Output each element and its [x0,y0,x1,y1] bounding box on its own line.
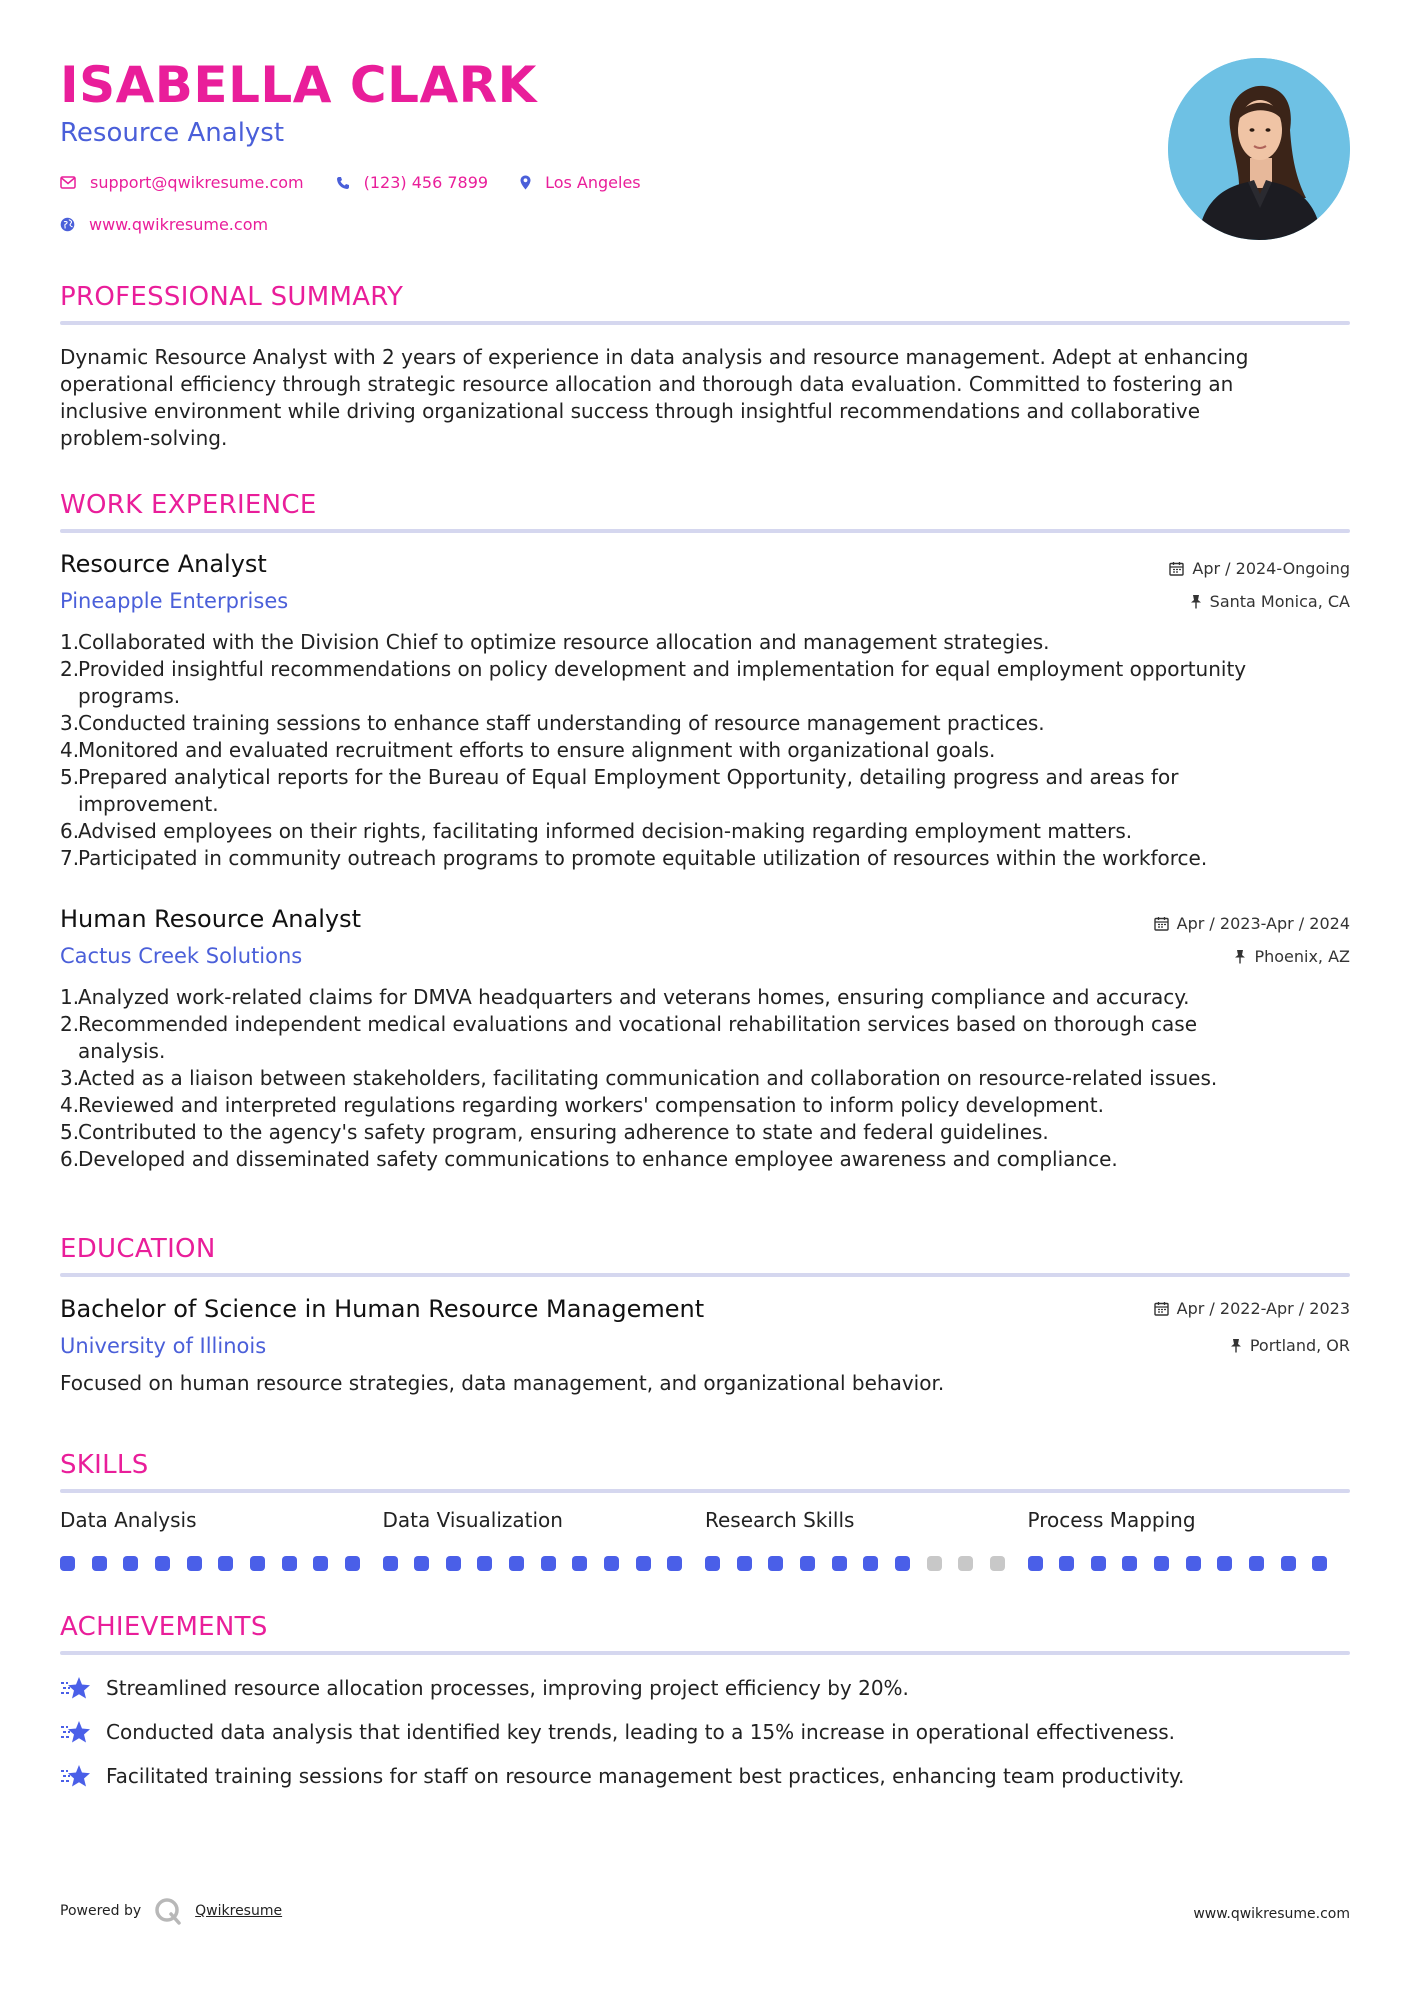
skill-dot-filled [446,1556,461,1571]
education-location [1230,1336,1350,1355]
job-title: Resource Analyst [60,550,267,578]
website-text: www.qwikresume.com [89,215,269,234]
skill-dot-filled [895,1556,910,1571]
education-dates [1154,1299,1350,1318]
contact-email[interactable] [60,173,304,192]
job-location [1234,947,1350,966]
skill-dot-filled [383,1556,398,1571]
skill-dot-filled [768,1556,783,1571]
summary-line: problem-solving. [60,426,228,450]
calendar-icon [1169,561,1184,576]
company-name: Cactus Creek Solutions [60,944,303,968]
skill-name: Research Skills [705,1508,855,1532]
skill-rating [383,1556,683,1571]
job-title: Human Resource Analyst [60,905,361,933]
skill-rating [705,1556,1005,1571]
skill-name: Data Visualization [382,1508,563,1532]
skill-dot-filled [1091,1556,1106,1571]
skill-name: Process Mapping [1027,1508,1196,1532]
contact-location [520,173,641,192]
skill-dot-filled [218,1556,233,1571]
envelope-icon [60,176,76,189]
list-item: 4. Monitored and evaluated recruitment efforts to ensure alignment with organizational goals. [60,738,996,762]
skill-item [705,1508,1028,1571]
list-item: 5. Contributed to the agency's safety program, ensuring adherence to state and federal guidelines. [60,1120,1049,1144]
map-pin-icon [520,175,531,190]
skill-dot-filled [705,1556,720,1571]
list-item: 1. Analyzed work-related claims for DMVA headquarters and veterans homes, ensuring compliance and accuracy. [60,985,1190,1009]
skill-dot-filled [187,1556,202,1571]
email-text: support@qwikresume.com [90,173,304,192]
calendar-icon [1154,1301,1169,1316]
candidate-name: ISABELLA CLARK [60,56,537,114]
list-item: 2. Provided insightful recommendations on policy development and implementation for equal employment opportunity programs. [60,657,1247,708]
list-item: 3. Conducted training sessions to enhance staff understanding of resource management practices. [60,711,1045,735]
job-location [1190,592,1350,611]
candidate-role: Resource Analyst [60,118,285,148]
skill-dot-filled [414,1556,429,1571]
skill-dot-empty [927,1556,942,1571]
skill-dot-filled [1059,1556,1074,1571]
skill-dot-filled [477,1556,492,1571]
section-title-skills: SKILLS [60,1450,149,1480]
skill-dot-filled [1217,1556,1232,1571]
list-item: 4. Reviewed and interpreted regulations regarding workers' compensation to inform policy development. [60,1093,1104,1117]
skill-dot-filled [509,1556,524,1571]
skill-dot-filled [800,1556,815,1571]
section-divider [60,1651,1350,1655]
shooting-star-icon [60,1763,92,1789]
achievement-item [60,1763,1184,1789]
contact-website[interactable] [60,215,268,234]
skill-dot-filled [60,1556,75,1571]
dates-text: Apr / 2022-Apr / 2023 [1176,1299,1350,1318]
contact-row-1 [60,173,663,192]
powered-by-label: Powered by [60,1903,142,1919]
summary-line: operational efficiency through strategic resource allocation and thorough data evaluation. Committed to fostering an [60,372,1234,396]
pushpin-icon [1230,1338,1242,1353]
achievement-text: Facilitated training sessions for staff on resource management best practices, enhancing team productivity. [106,1764,1185,1788]
skill-dot-filled [1154,1556,1169,1571]
list-item: 2. Recommended independent medical evaluations and vocational rehabilitation services based on thorough case analysis. [60,1012,1198,1063]
list-item: 5. Prepared analytical reports for the Bureau of Equal Employment Opportunity, detailing progress and areas for improvement. [60,765,1179,816]
skill-dot-filled [313,1556,328,1571]
skill-dot-empty [990,1556,1005,1571]
list-item: 7. Participated in community outreach programs to promote equitable utilization of resources within the workforce. [60,846,1208,870]
skill-dot-filled [832,1556,847,1571]
shooting-star-icon [60,1675,92,1701]
globe-icon [60,217,75,232]
skill-dot-filled [541,1556,556,1571]
section-title-experience: WORK EXPERIENCE [60,490,317,520]
pushpin-icon [1234,949,1246,964]
skill-dot-filled [123,1556,138,1571]
section-divider [60,1273,1350,1277]
summary-text [60,344,1350,452]
job-dates [1169,559,1350,578]
section-divider [60,529,1350,533]
achievement-item [60,1719,1175,1745]
skill-dot-filled [604,1556,619,1571]
job-dates [1154,914,1350,933]
summary-line: Dynamic Resource Analyst with 2 years of experience in data analysis and resource management. Adept at enhancing [60,345,1249,369]
skill-dot-filled [1312,1556,1327,1571]
footer-website[interactable]: www.qwikresume.com [1193,1906,1350,1922]
pushpin-icon [1190,594,1202,609]
skill-name: Data Analysis [60,1508,197,1532]
skills-list [60,1508,1350,1571]
skill-dot-filled [155,1556,170,1571]
section-title-summary: PROFESSIONAL SUMMARY [60,282,404,312]
section-title-achievements: ACHIEVEMENTS [60,1612,268,1642]
list-item: 6. Advised employees on their rights, facilitating informed decision-making regarding employment matters. [60,819,1133,843]
degree-title: Bachelor of Science in Human Resource Management [60,1295,705,1323]
location-text: Los Angeles [545,173,641,192]
skill-dot-filled [282,1556,297,1571]
skill-rating [60,1556,360,1571]
phone-text: (123) 456 7899 [363,173,489,192]
company-name: Pineapple Enterprises [60,589,289,613]
skill-dot-filled [737,1556,752,1571]
skill-dot-filled [572,1556,587,1571]
skill-dot-empty [958,1556,973,1571]
dates-text: Apr / 2023-Apr / 2024 [1176,914,1350,933]
skill-dot-filled [667,1556,682,1571]
skill-rating [1028,1556,1328,1571]
list-item: 6. Developed and disseminated safety communications to enhance employee awareness and compliance. [60,1147,1118,1171]
education-description: Focused on human resource strategies, data management, and organizational behavior. [60,1371,945,1395]
contact-phone[interactable] [336,173,488,192]
skill-dot-filled [250,1556,265,1571]
skill-dot-filled [92,1556,107,1571]
brand-link[interactable]: Qwikresume [195,1903,283,1919]
school-name: University of Illinois [60,1334,267,1358]
phone-icon [336,176,350,190]
section-divider [60,1489,1350,1493]
dates-text: Apr / 2024-Ongoing [1192,559,1350,578]
avatar [1168,58,1350,240]
list-item: 1. Collaborated with the Division Chief to optimize resource allocation and management strategies. [60,630,1050,654]
job-duties [60,629,1350,872]
achievement-text: Conducted data analysis that identified key trends, leading to a 15% increase in operational effectiveness. [106,1720,1176,1744]
achievement-text: Streamlined resource allocation processes, improving project efficiency by 20%. [106,1676,909,1700]
footer-powered-by [60,1896,282,1926]
section-title-education: EDUCATION [60,1234,216,1264]
achievement-item [60,1675,909,1701]
contact-row-2 [60,215,290,234]
skill-dot-filled [1122,1556,1137,1571]
location-text: Santa Monica, CA [1209,592,1350,611]
skill-dot-filled [345,1556,360,1571]
location-text: Portland, OR [1249,1336,1350,1355]
skill-item [60,1508,383,1571]
skill-dot-filled [1186,1556,1201,1571]
section-divider [60,321,1350,325]
skill-dot-filled [1249,1556,1264,1571]
job-duties [60,984,1350,1173]
summary-line: inclusive environment while driving organizational success through insightful recommendations and collaborative [60,399,1201,423]
profile-photo [1168,58,1350,240]
skill-dot-filled [863,1556,878,1571]
list-item: 3. Acted as a liaison between stakeholders, facilitating communication and collaboration on resource-related issues. [60,1066,1218,1090]
shooting-star-icon [60,1719,92,1745]
skill-dot-filled [636,1556,651,1571]
skill-item [383,1508,706,1571]
skill-dot-filled [1281,1556,1296,1571]
calendar-icon [1154,916,1169,931]
skill-dot-filled [1028,1556,1043,1571]
location-text: Phoenix, AZ [1254,947,1350,966]
skill-item [1028,1508,1351,1571]
qwikresume-logo-icon [153,1896,183,1926]
